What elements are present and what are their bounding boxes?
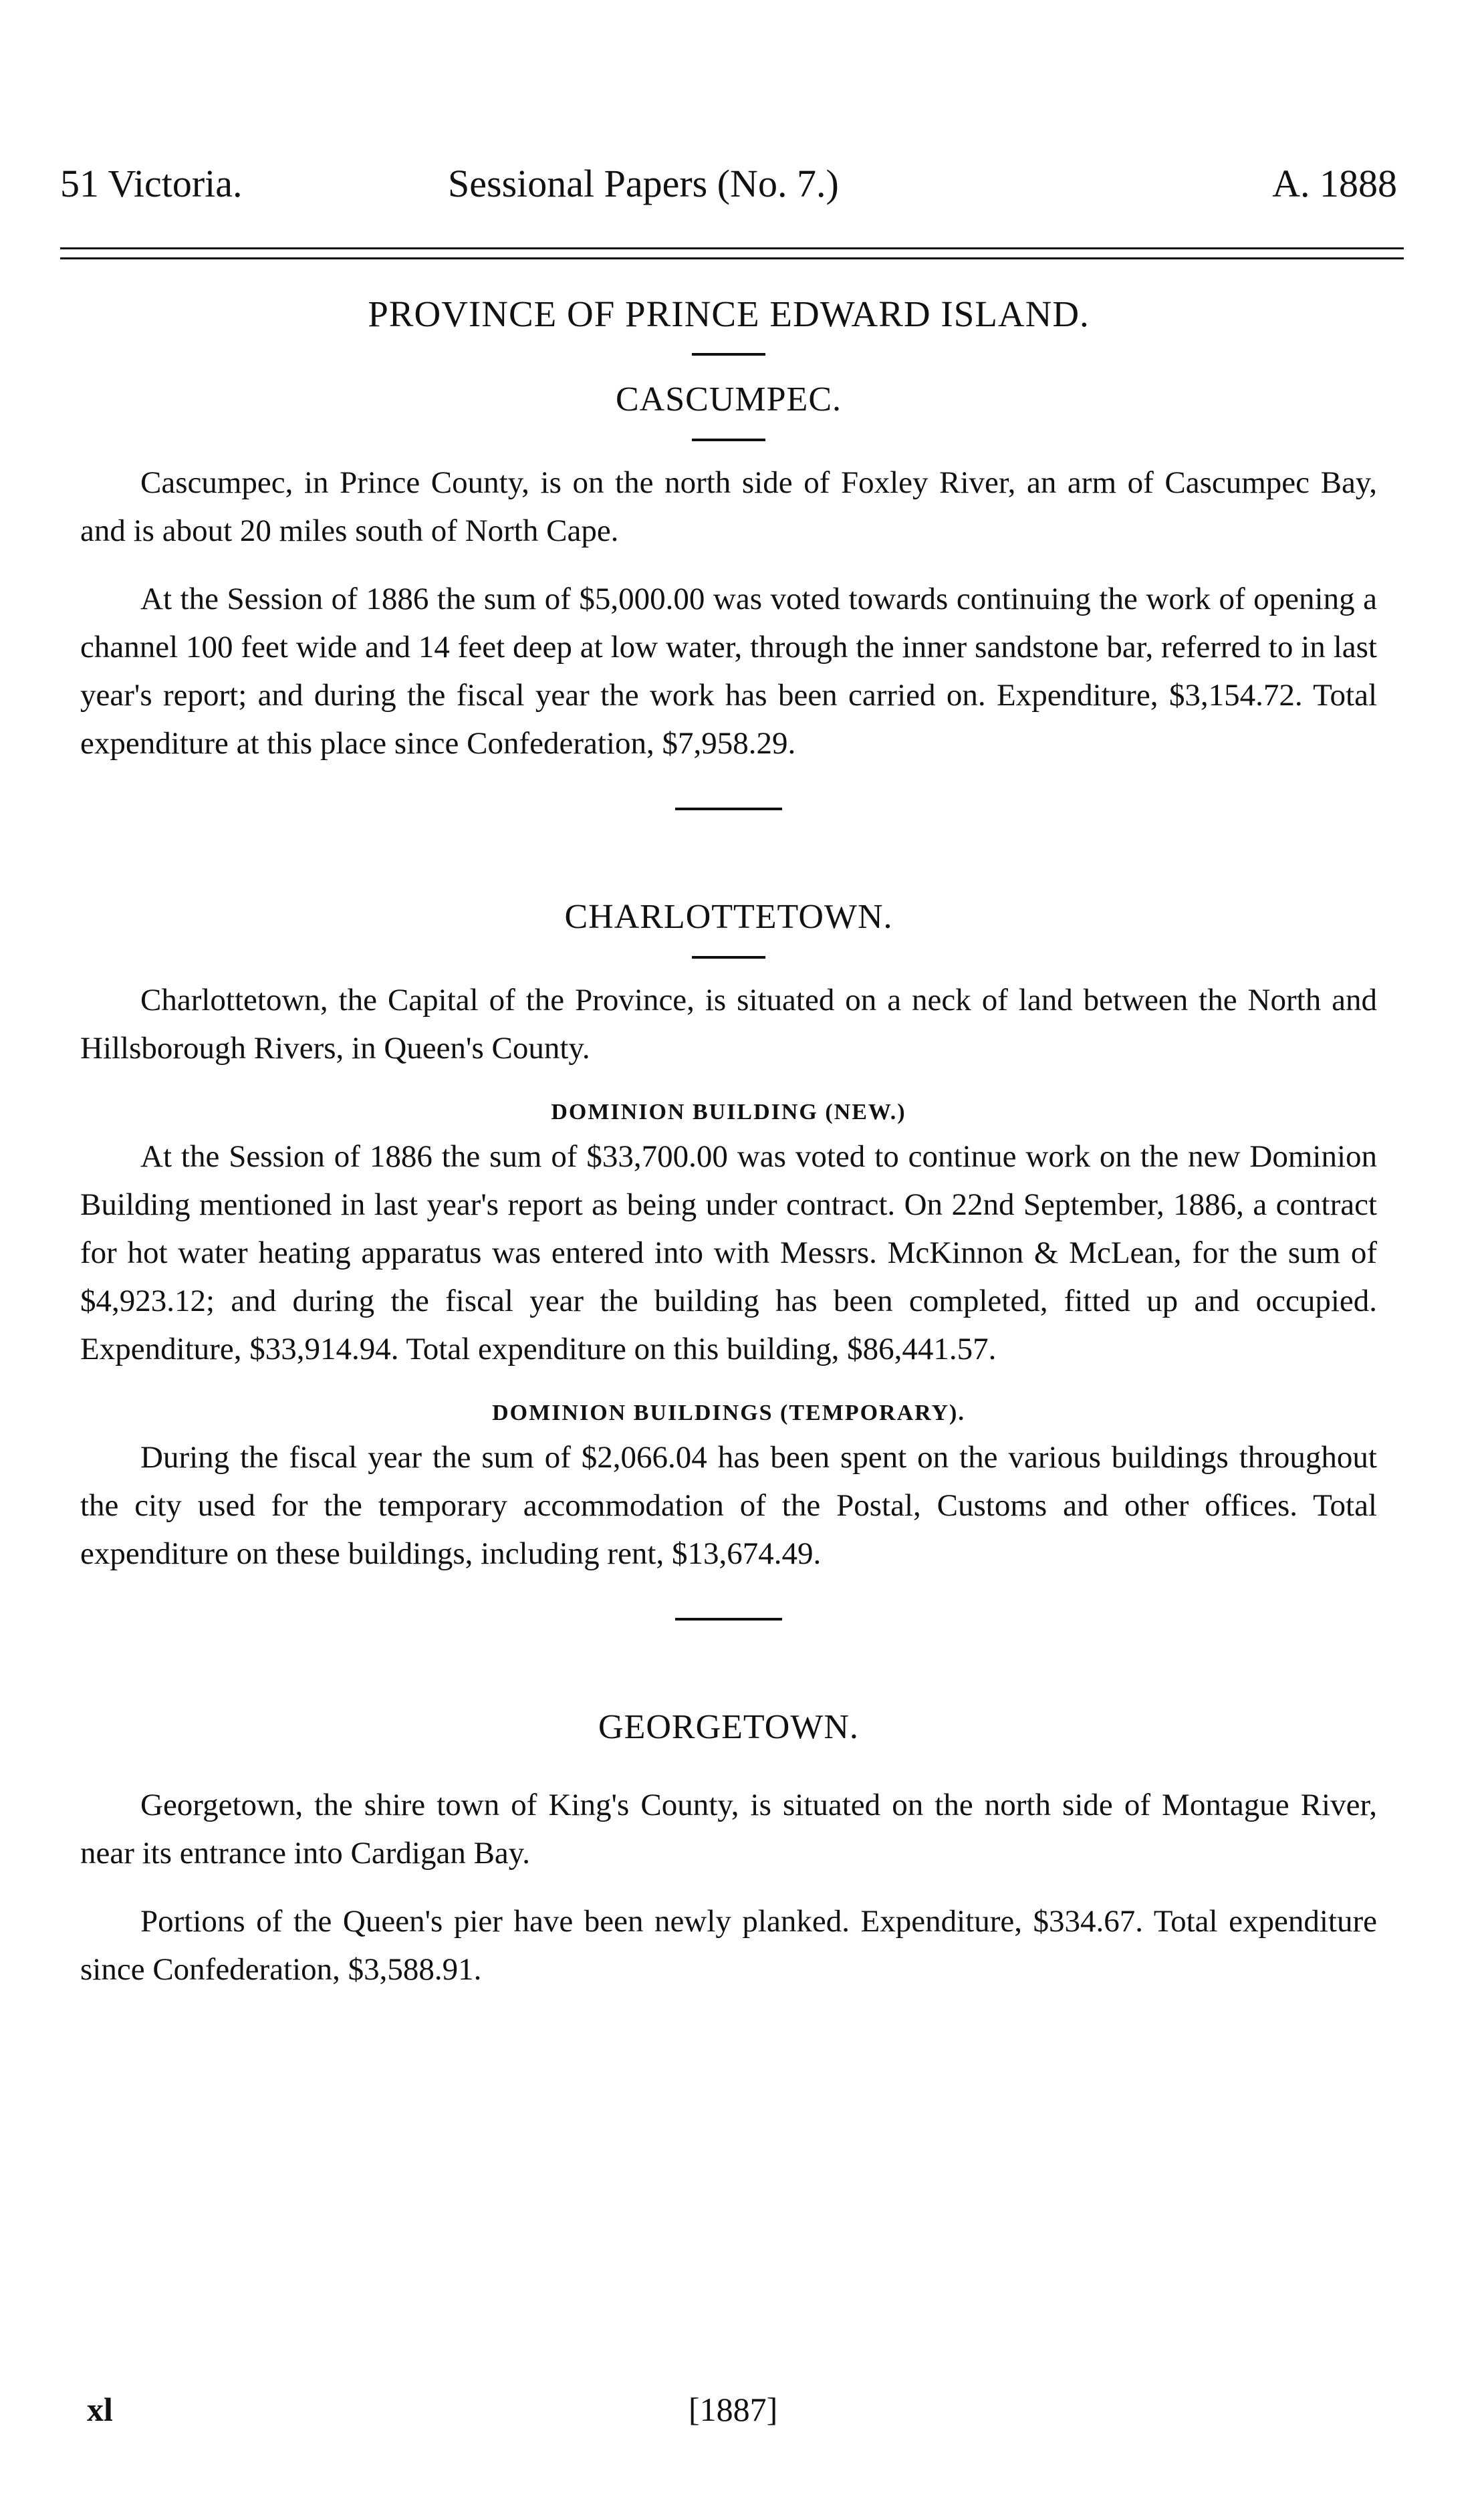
paragraph: At the Session of 1886 the sum of $33,700.00 was voted to continue work on the new Dominion Building mentioned in last year's report as being under contract. On 22nd September, 1886, a contract for hot water heating apparatus was entered into with Messrs. McKinnon & McLean, for the sum of $4,923.12; and during the fiscal year the building has been completed, fitted up and occupied. Expenditure, $33,914.94. Total expenditure on this building, $86,441.57.: [80, 1139, 1377, 1366]
paragraph: Cascumpec, in Prince County, is on the north side of Foxley River, an arm of Cascumpec Bay, and is about 20 miles south of North Cape.: [80, 465, 1377, 548]
page-number: xl: [87, 2391, 113, 2428]
paragraph: At the Session of 1886 the sum of $5,000.00 was voted towards continuing the work of opening a channel 100 feet wide and 14 feet deep at low water, through the inner sandstone bar, referred to in last year's report; and during the fiscal year the work has been carried on. Expenditure, $3,154.72. Total expenditure at this place since Confederation, $7,958.29.: [80, 582, 1377, 761]
header-year: A. 1888: [1272, 162, 1397, 205]
subheading-dominion-buildings-temporary: DOMINION BUILDINGS (TEMPORARY).: [492, 1401, 965, 1425]
header-sessional-papers: Sessional Papers (No. 7.): [448, 162, 839, 205]
divider: [692, 353, 765, 356]
page-title: PROVINCE OF PRINCE EDWARD ISLAND.: [368, 293, 1090, 334]
subheading-dominion-building-new: DOMINION BUILDING (NEW.): [551, 1100, 906, 1124]
header-regnal-year: 51 Victoria.: [60, 162, 243, 205]
section-heading-georgetown: GEORGETOWN.: [598, 1708, 859, 1746]
paragraph: Georgetown, the shire town of King's County, is situated on the north side of Montague River, near its entrance into Cardigan Bay.: [80, 1788, 1377, 1871]
divider: [692, 956, 765, 959]
section-divider: [675, 1618, 782, 1621]
page-header: [60, 157, 1397, 211]
paragraph: Portions of the Queen's pier have been newly planked. Expenditure, $334.67. Total expenditure since Confederation, $3,588.91.: [80, 1904, 1377, 1987]
page-footer: [87, 2390, 1397, 2443]
section-heading-cascumpec: CASCUMPEC.: [616, 380, 842, 418]
footer-year-mark: [1887]: [689, 2391, 778, 2428]
paragraph: Charlottetown, the Capital of the Province, is situated on a neck of land between the North and Hillsborough Rivers, in Queen's County.: [80, 983, 1377, 1066]
section-heading-charlottetown: CHARLOTTETOWN.: [564, 898, 893, 936]
divider: [692, 439, 765, 441]
header-double-rule: [60, 247, 1404, 259]
page-content: [80, 287, 1377, 2014]
paragraph: During the fiscal year the sum of $2,066.04 has been spent on the various buildings throughout the city used for the temporary accommodation of the Postal, Customs and other offices. Total expenditure on these buildings, including rent, $13,674.49.: [80, 1440, 1377, 1571]
section-divider: [675, 808, 782, 810]
